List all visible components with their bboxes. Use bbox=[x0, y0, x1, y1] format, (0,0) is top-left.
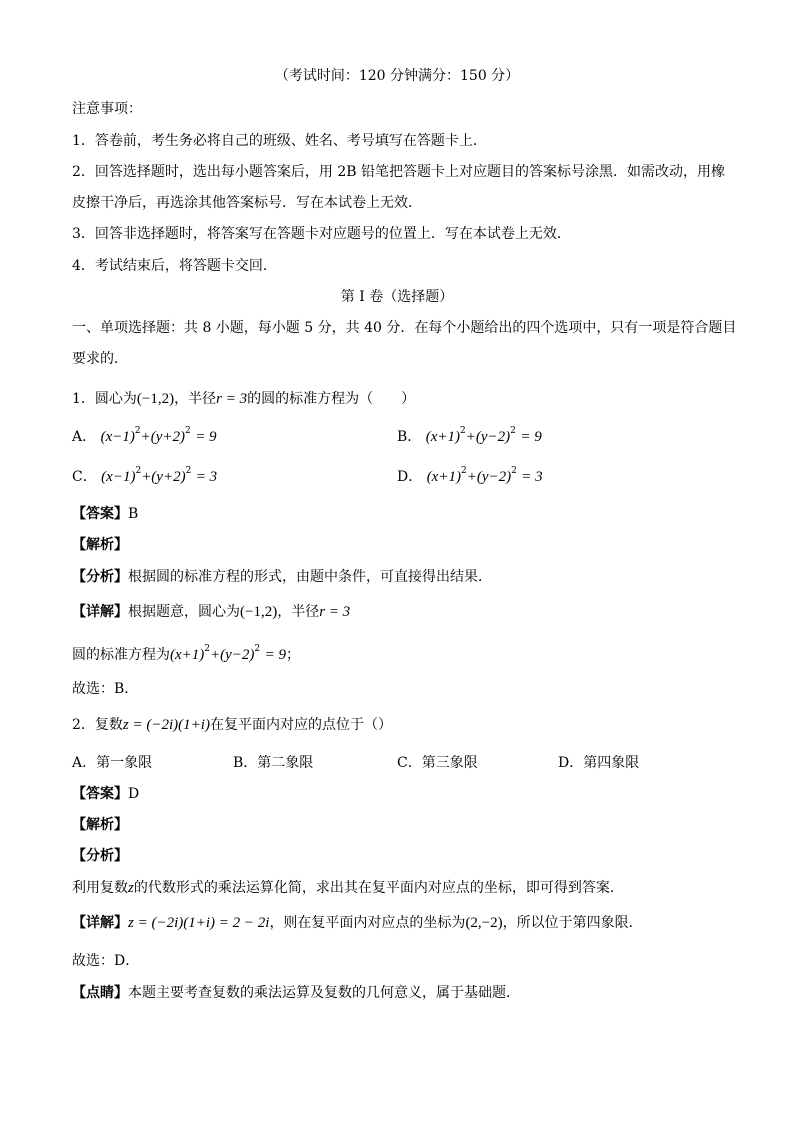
q1-detail-center: (−1,2) bbox=[240, 604, 278, 620]
q1-option-c-term1: (x−1) bbox=[101, 469, 136, 485]
q2-fenxi bbox=[72, 878, 624, 898]
q1-option-a-exp2: 2 bbox=[185, 426, 191, 436]
q1-eq-c: = 9 bbox=[264, 647, 286, 663]
q2-number: 2． bbox=[72, 717, 95, 733]
q1-option-b-label: B． bbox=[397, 429, 422, 445]
q1-text-c: 的圆的标准方程为（ ） bbox=[247, 391, 416, 407]
q2-stem bbox=[72, 715, 392, 735]
q2-expr: z = (−2i)(1+i) bbox=[122, 717, 210, 733]
q1-detail bbox=[72, 602, 350, 622]
q1-center: (−1,2) bbox=[136, 391, 175, 407]
q1-eq-prefix: 圆的标准方程为 bbox=[72, 647, 170, 663]
q1-answer-tag: 【答案】 bbox=[72, 506, 128, 522]
q1-eq-exp1: 2 bbox=[204, 644, 211, 654]
q2-analysis-label: 【解析】 bbox=[72, 817, 128, 833]
q1-choose: 故选：B． bbox=[72, 681, 139, 697]
q1-analysis-tag bbox=[72, 535, 128, 555]
q1-eq-b: +(y−2) bbox=[210, 647, 255, 663]
q1-option-c-eq: = 3 bbox=[195, 469, 218, 485]
q1-option-b-term2: +(y−2) bbox=[465, 429, 511, 445]
q2-comment bbox=[72, 983, 520, 1003]
q1-radius: r = 3 bbox=[216, 391, 248, 407]
q1-text-a: 圆心为 bbox=[94, 391, 137, 407]
q2-text-a: 复数 bbox=[94, 717, 123, 733]
q2-detail bbox=[72, 913, 643, 933]
q1-answer-value: B bbox=[128, 506, 139, 522]
q1-option-c-label: C． bbox=[72, 469, 97, 485]
q2-fenxi-tag: 【分析】 bbox=[72, 848, 128, 864]
q1-option-a-term1: (x−1) bbox=[100, 429, 135, 445]
q2-detail-point: (2,−2) bbox=[465, 915, 503, 931]
q2-detail-tag: 【详解】 bbox=[72, 915, 128, 931]
q1-eq-exp2: 2 bbox=[254, 644, 261, 654]
q1-option-a-exp1: 2 bbox=[134, 426, 141, 436]
q2-choose: 故选：D． bbox=[72, 953, 140, 969]
notice-item-1: 1．答卷前，考生务必将自己的班级、姓名、考号填写在答题卡上． bbox=[72, 133, 487, 149]
q1-detail-text: 根据题意，圆心为 bbox=[128, 604, 240, 620]
notice-item-4: 4．考试结束后，将答题卡交回． bbox=[72, 258, 277, 274]
section-intro-line-1: 一、单项选择题：共 8 小题，每小题 5 分，共 40 分．在每个小题给出的四个选项中，只有一项是符合题目 bbox=[72, 320, 737, 336]
q1-option-c-exp1: 2 bbox=[135, 466, 142, 476]
q2-comment-text: 本题主要考查复数的乘法运算及复数的几何意义，属于基础题． bbox=[128, 985, 520, 1001]
q1-option-b-eq: = 9 bbox=[520, 429, 542, 445]
q1-option-c-term2: +(y+2) bbox=[141, 469, 186, 485]
q1-fenxi-text: 根据圆的标准方程的形式，由题中条件，可直接得出结果． bbox=[128, 569, 492, 585]
q1-fenxi bbox=[72, 567, 492, 587]
q1-detail-text2: ，半径 bbox=[277, 604, 320, 620]
q1-option-c bbox=[72, 467, 217, 487]
section-title: 第 I 卷（选择题） bbox=[340, 289, 454, 305]
q1-eq-a: (x+1) bbox=[170, 647, 205, 663]
q2-fenxi-b: 的代数形式的乘法运算化简，求出其在复平面内对应点的坐标，即可得到答案． bbox=[133, 880, 624, 896]
notice-title: 注意事项： bbox=[72, 101, 142, 117]
q2-option-c: C．第三象限 bbox=[397, 755, 478, 771]
q2-answer-tag: 【答案】 bbox=[72, 786, 128, 802]
q1-detail-radius: r = 3 bbox=[319, 604, 351, 620]
q2-option-b: B．第二象限 bbox=[233, 755, 314, 771]
q2-answer bbox=[72, 784, 139, 804]
notice-item-2-line-2: 皮擦干净后，再选涂其他答案标号．写在本试卷上无效． bbox=[72, 195, 422, 211]
q1-text-b: ，半径 bbox=[174, 391, 217, 407]
q2-detail-text: ，则在复平面内对应点的坐标为 bbox=[269, 915, 466, 931]
q1-option-a-term2: +(y+2) bbox=[140, 429, 185, 445]
section-intro-line-2: 要求的． bbox=[72, 351, 128, 367]
q1-option-b bbox=[397, 427, 542, 447]
q2-detail-expr: z = (−2i)(1+i) = 2 − 2i bbox=[128, 915, 270, 931]
q1-option-b-exp2: 2 bbox=[510, 426, 516, 436]
q1-option-d-exp2: 2 bbox=[511, 466, 517, 476]
q1-eq-suffix: ； bbox=[285, 647, 300, 663]
q1-option-d bbox=[397, 467, 543, 487]
q1-option-d-exp1: 2 bbox=[460, 466, 467, 476]
q2-comment-tag: 【点睛】 bbox=[72, 985, 128, 1001]
q1-answer bbox=[72, 504, 138, 524]
q1-option-d-eq: = 3 bbox=[521, 469, 543, 485]
q1-equation bbox=[72, 645, 300, 665]
q1-stem bbox=[72, 389, 415, 409]
q2-analysis-tag bbox=[72, 815, 128, 835]
q2-option-d: D．第四象限 bbox=[558, 755, 640, 771]
q1-option-b-exp1: 2 bbox=[460, 426, 466, 436]
q1-option-a-label: A． bbox=[72, 429, 97, 445]
q2-option-a: A．第一象限 bbox=[72, 755, 153, 771]
q1-analysis-label: 【解析】 bbox=[72, 537, 128, 553]
q2-answer-value: D bbox=[128, 786, 140, 802]
q2-fenxi-tag-line bbox=[72, 846, 128, 866]
q1-detail-tag: 【详解】 bbox=[72, 604, 128, 620]
q1-number: 1． bbox=[72, 391, 95, 407]
q1-option-a-eq: = 9 bbox=[195, 429, 217, 445]
q2-fenxi-z: z bbox=[128, 880, 134, 896]
notice-item-3: 3．回答非选择题时，将答案写在答题卡对应题号的位置上．写在本试卷上无效． bbox=[72, 226, 571, 242]
q1-option-d-label: D． bbox=[397, 469, 423, 485]
q1-option-c-exp2: 2 bbox=[185, 466, 192, 476]
q1-option-d-term2: +(y−2) bbox=[466, 469, 512, 485]
q2-detail-text2: ，所以位于第四象限． bbox=[502, 915, 643, 931]
q2-text-b: 在复平面内对应的点位于（） bbox=[209, 717, 392, 733]
exam-info: （考试时间：120 分钟满分：150 分） bbox=[274, 68, 520, 84]
q2-fenxi-a: 利用复数 bbox=[72, 880, 128, 896]
notice-item-2-line-1: 2．回答选择题时，选出每小题答案后，用 2B 铅笔把答题卡上对应题目的答案标号涂黑．如需改动，用橡 bbox=[72, 164, 726, 180]
q1-fenxi-tag: 【分析】 bbox=[72, 569, 128, 585]
q1-option-d-term1: (x+1) bbox=[426, 469, 461, 485]
q1-option-a bbox=[72, 427, 217, 447]
q1-option-b-term1: (x+1) bbox=[425, 429, 461, 445]
